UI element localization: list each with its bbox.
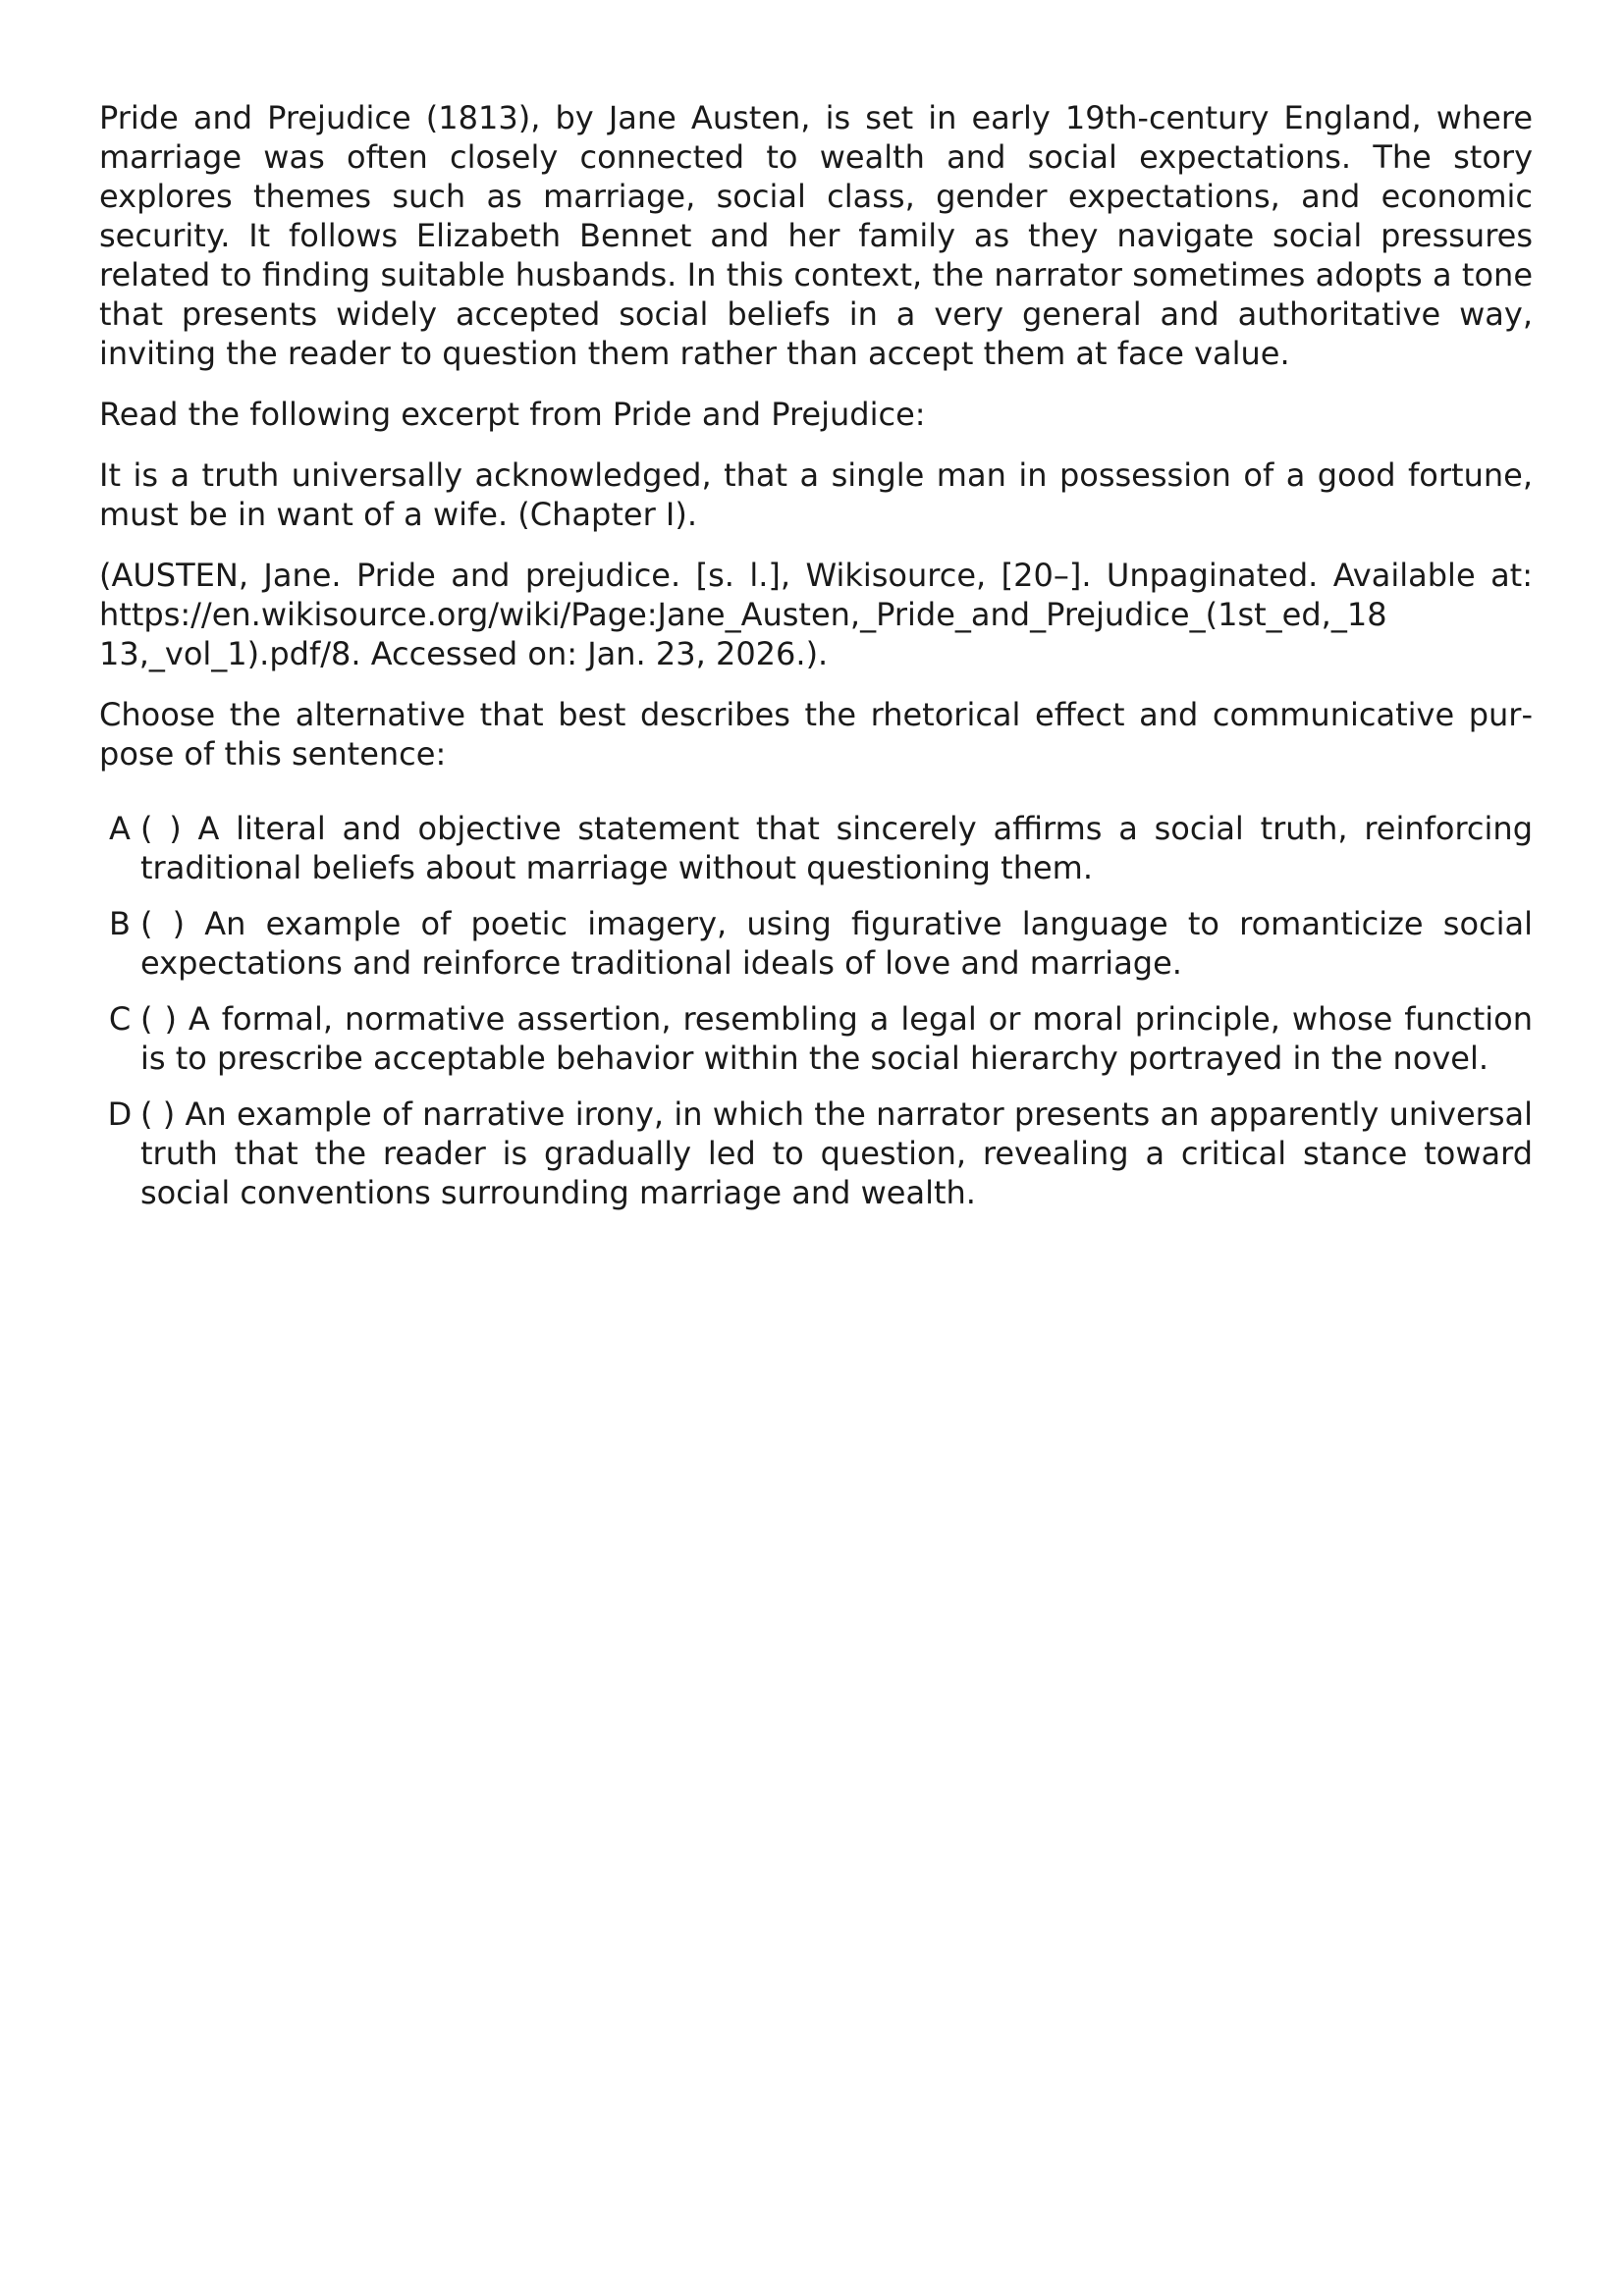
question-text: Choose the alternative that best describes the rhetorical effect and communicative purpose of this sentence: [99, 696, 1533, 773]
citation-text: (AUSTEN, Jane. Pride and prejudice. [s. l.], Wikisource, [20–]. Unpaginated. Available at: https://en.wikisource.org/wiki/Page:Jane_Austen,_Pride_and_Prejudice_(1st_ed,_18​13,_vol_1).pdf/8. Accessed on: Jan. 23, 2026.). [99, 557, 1533, 672]
option-letter: C [108, 1000, 132, 1038]
option-text: ( ) A literal and objective statement that sincerely affirms a social truth, reinforcing traditional beliefs about marriage without questioning them. [140, 810, 1533, 886]
option-d[interactable] [99, 1095, 1533, 1212]
option-b[interactable] [99, 904, 1533, 983]
option-text: ( ) A formal, normative assertion, resembling a legal or moral principle, whose function is to prescribe acceptable behavior within the social hierarchy portrayed in the novel. [140, 1000, 1533, 1077]
document-page [99, 98, 1533, 1229]
intro-paragraph: Pride and Prejudice (1813), by Jane Austen, is set in early 19th-century England, where marriage was often closely connected to wealth and social expectations. The story explores themes such as marriage, social class, gender expectations, and economic security. It follows Elizabeth Bennet and her family as they navigate social pressures related to finding suitable husbands. In this context, the narrator sometimes adopts a tone that presents widely accepted social beliefs in a very general and authoritative way, inviting the reader to question them rather than accept them at face value. [99, 99, 1533, 372]
excerpt-quote: It is a truth universally acknowledged, that a single man in possession of a good fortune, must be in want of a wife. (Chapter I). [99, 456, 1533, 533]
option-text: ( ) An example of poetic imagery, using figurative language to romanticize social expectations and reinforce traditional ideals of love and marriage. [140, 905, 1533, 982]
option-a[interactable] [99, 809, 1533, 887]
option-letter: B [109, 905, 131, 942]
option-c[interactable] [99, 999, 1533, 1078]
option-letter: A [109, 810, 131, 847]
option-text: ( ) An example of narrative irony, in which the narrator presents an apparently universal truth that the reader is gradually led to question, revealing a critical stance toward social conventions surrounding marriage and wealth. [140, 1095, 1533, 1211]
instruction-text: Read the following excerpt from Pride and Prejudice: [99, 396, 926, 433]
option-letter: D [107, 1095, 133, 1133]
answer-options [99, 809, 1533, 1212]
